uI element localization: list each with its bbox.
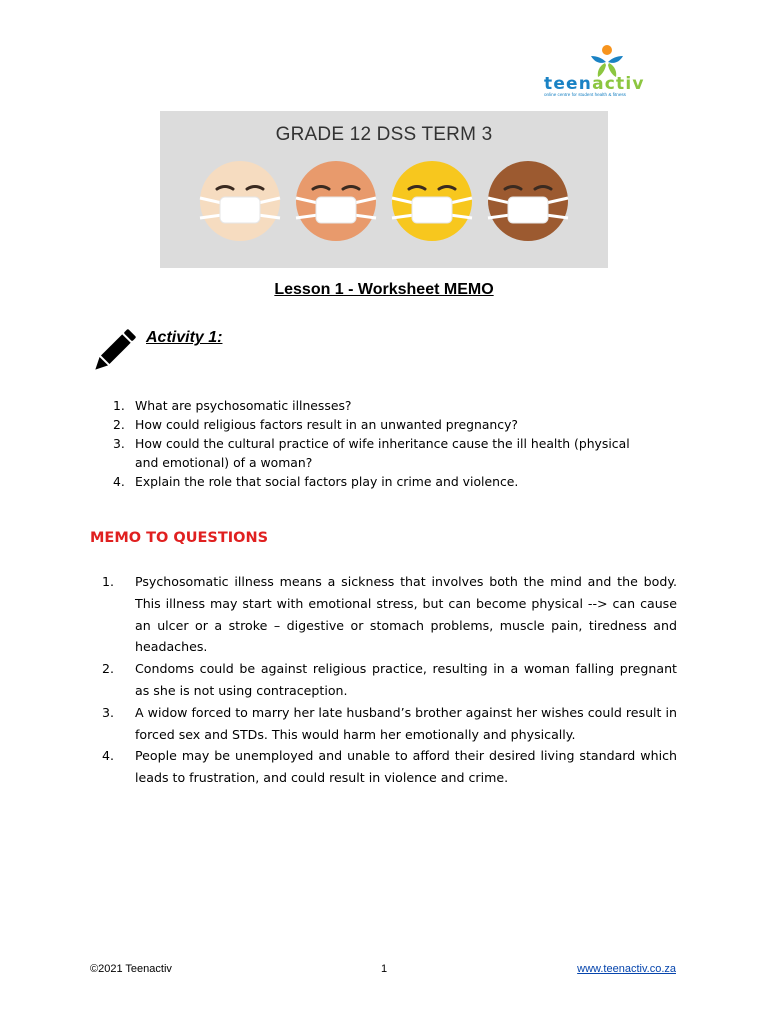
pencil-icon: [89, 327, 137, 377]
list-item: 1. What are psychosomatic illnesses?: [113, 398, 352, 413]
list-item: 4. Explain the role that social factors play in crime and violence.: [113, 474, 519, 489]
grade-banner: [160, 111, 608, 268]
logo-tagline: online centre for student health & fitness: [544, 92, 626, 97]
masked-faces-illustration: [160, 111, 608, 268]
footer-page-number: 1: [380, 963, 388, 975]
worksheet-title: Lesson 1 - Worksheet MEMO: [274, 281, 494, 298]
list-item: 3. A widow forced to marry her late husband’s brother against her wishes could result in forced sex and STDs. This would harm her emotionally and physically.: [102, 704, 677, 742]
logo-wordmark: teenactiv: [544, 74, 645, 94]
masked-face-light: [200, 161, 280, 241]
banner-title: GRADE 12 DSS TERM 3: [275, 124, 493, 145]
list-item: 1. Psychosomatic illness means a sickness that involves both the mind and the body. This illness may start with emotional stress, but can become physical --> can cause an ulcer or a stroke – digestive or stomach problems, muscle pain, tiredness and headaches.: [102, 574, 677, 655]
memo-answers-list: [90, 571, 677, 789]
masked-face-brown: [488, 161, 568, 241]
logo-figure-icon: [589, 44, 625, 78]
footer-copyright: ©2021 Teenactiv: [90, 963, 172, 975]
footer-website-link[interactable]: www.teenactiv.co.za: [577, 963, 676, 975]
teenactiv-logo: [540, 44, 676, 100]
masked-face-tan: [296, 161, 376, 241]
list-item: 2. Condoms could be against religious practice, resulting in a woman falling pregnant as she is not using contraception.: [102, 661, 677, 698]
questions-list: [90, 396, 650, 491]
memo-heading: MEMO TO QUESTIONS: [90, 530, 269, 546]
masked-face-yellow: [392, 161, 472, 241]
list-item: 4. People may be unemployed and unable to afford their desired living standard which leads to frustration, and could result in violence and crime.: [102, 748, 677, 786]
list-item: 3. How could the cultural practice of wife inheritance cause the ill health (physical and emotional) of a woman?: [113, 436, 630, 470]
activity-title: Activity 1:: [146, 329, 223, 346]
list-item: 2. How could religious factors result in an unwanted pregnancy?: [113, 417, 519, 432]
